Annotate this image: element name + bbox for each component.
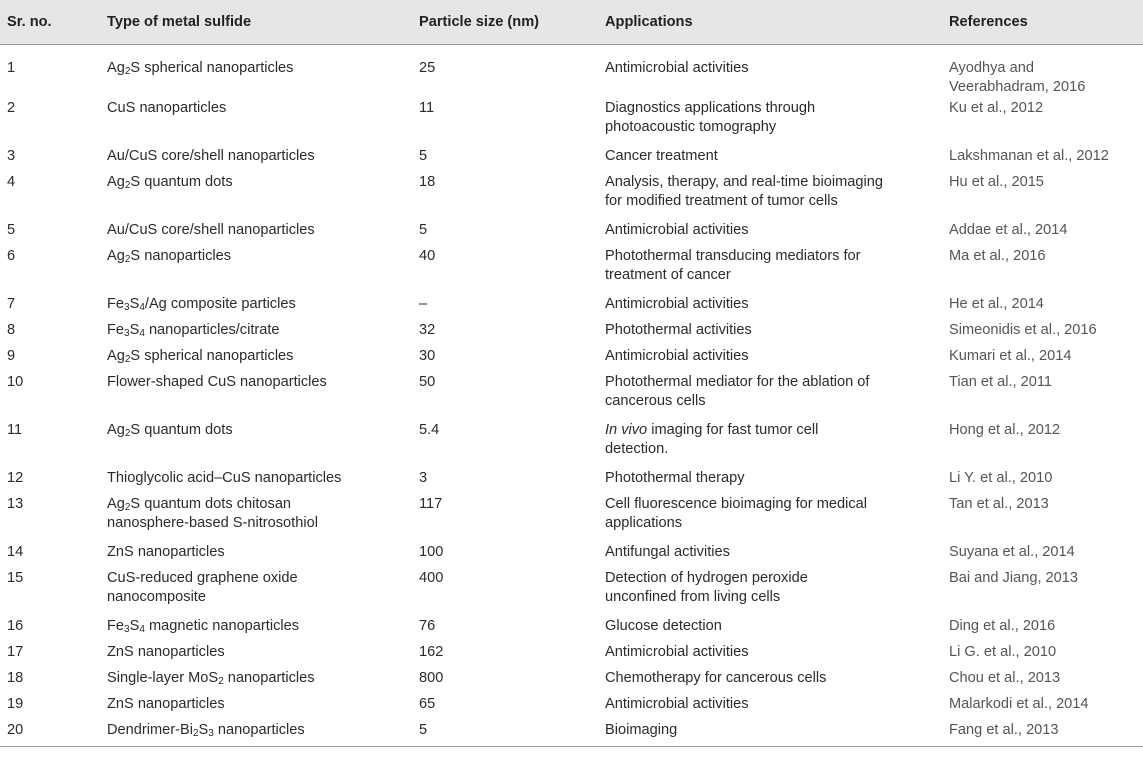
- cell-application: Photothermal therapy: [605, 470, 745, 486]
- cell-reference: Ma et al., 2016: [949, 248, 1046, 264]
- cell-type: Au/CuS core/shell nanoparticles: [107, 148, 315, 164]
- cell-type: $Ag_2S$ quantum dots: [107, 422, 233, 439]
- cell-application: Chemotherapy for cancerous cells: [605, 670, 827, 686]
- cell-type: CuS-reduced graphene oxide nanocomposite: [107, 570, 298, 605]
- cell-particle-size: 5.4: [419, 422, 440, 438]
- cell-application: Antifungal activities: [605, 544, 730, 560]
- cell-reference: Ku et al., 2012: [949, 100, 1044, 116]
- cell-type: $Ag_2S$ spherical nanoparticles: [107, 60, 294, 77]
- cell-sr-no: 10: [7, 374, 24, 390]
- cell-reference: Hu et al., 2015: [949, 174, 1044, 190]
- cell-application: Bioimaging: [605, 718, 949, 746]
- cell-application: Cell fluorescence bioimaging for medical applications: [605, 496, 868, 531]
- cell-type: $Ag_2S$ nanoparticles: [107, 248, 232, 265]
- cell-type: Flower-shaped CuS nanoparticles: [107, 374, 327, 390]
- cell-application: Glucose detection: [605, 618, 722, 634]
- cell-type: CuS nanoparticles: [107, 100, 227, 116]
- cell-reference: He et al., 2014: [949, 296, 1044, 312]
- cell-sr-no: 17: [7, 644, 24, 660]
- cell-type: $Ag_2S$ quantum dots: [107, 174, 233, 191]
- table-row: [0, 370, 1143, 418]
- cell-reference: Li G. et al., 2010: [949, 644, 1057, 660]
- cell-type: $Fe_3S_4$ magnetic nanoparticles: [107, 618, 300, 635]
- table-row: [0, 344, 1143, 370]
- cell-type: ZnS nanoparticles: [107, 544, 225, 560]
- cell-application: Photothermal mediator for the ablation of cancerous cells: [605, 374, 870, 409]
- cell-application: Cancer treatment: [605, 148, 718, 164]
- cell-application: Photothermal activities: [605, 322, 752, 338]
- table-row: [0, 418, 1143, 466]
- cell-reference: Li Y. et al., 2010: [949, 470, 1053, 486]
- cell-particle-size: 5: [419, 148, 428, 164]
- cell-sr-no: 11: [7, 422, 23, 438]
- cell-application: Diagnostics applications through photoacoustic tomography: [605, 100, 816, 135]
- cell-particle-size: 3: [419, 470, 428, 486]
- cell-particle-size: 25: [419, 60, 436, 76]
- cell-reference: Suyana et al., 2014: [949, 544, 1075, 560]
- cell-reference: Fang et al., 2013: [949, 718, 1143, 746]
- table-body: [0, 45, 1143, 747]
- cell-particle-size: 40: [419, 248, 436, 264]
- cell-particle-size: –: [419, 296, 428, 312]
- cell-sr-no: 12: [7, 470, 24, 486]
- cell-particle-size: 5: [419, 718, 605, 746]
- cell-reference: Tan et al., 2013: [949, 496, 1049, 512]
- table-row: [0, 718, 1143, 746]
- cell-particle-size: 117: [419, 496, 443, 512]
- cell-application: Antimicrobial activities: [605, 296, 749, 312]
- cell-sr-no: 4: [7, 174, 16, 190]
- cell-type: ZnS nanoparticles: [107, 644, 225, 660]
- cell-reference: Addae et al., 2014: [949, 222, 1068, 238]
- cell-particle-size: 5: [419, 222, 428, 238]
- table-row: [0, 566, 1143, 614]
- cell-sr-no: 8: [7, 322, 16, 338]
- cell-type: Thioglycolic acid–CuS nanoparticles: [107, 470, 342, 486]
- cell-particle-size: 76: [419, 618, 436, 634]
- cell-sr-no: 20: [0, 718, 107, 746]
- table-row: [0, 318, 1143, 344]
- cell-particle-size: 162: [419, 644, 444, 660]
- table-row: [0, 640, 1143, 666]
- table-row: [0, 614, 1143, 640]
- cell-type: Single-layer MoS$_2$ nanoparticles: [107, 670, 315, 687]
- table-row: [0, 292, 1143, 318]
- cell-application: Antimicrobial activities: [605, 222, 749, 238]
- header-type: Type of metal sulfide: [107, 0, 419, 45]
- header-particle-size: Particle size (nm): [419, 0, 605, 45]
- table-row: [0, 218, 1143, 244]
- cell-type: ZnS nanoparticles: [107, 696, 225, 712]
- cell-application: Antimicrobial activities: [605, 348, 749, 364]
- table-row: [0, 45, 1143, 97]
- cell-sr-no: 13: [7, 496, 24, 512]
- table-row: [0, 96, 1143, 144]
- cell-application: Analysis, therapy, and real-time bioimaging for modified treatment of tumor cells: [605, 174, 883, 209]
- cell-particle-size: 11: [419, 100, 435, 116]
- cell-particle-size: 65: [419, 696, 436, 712]
- cell-sr-no: 7: [7, 296, 16, 312]
- cell-sr-no: 1: [7, 60, 16, 76]
- cell-particle-size: 32: [419, 322, 436, 338]
- cell-particle-size: 100: [419, 544, 444, 560]
- header-row: [0, 0, 1143, 45]
- cell-reference: Kumari et al., 2014: [949, 348, 1072, 364]
- cell-sr-no: 5: [7, 222, 16, 238]
- cell-application: Photothermal transducing mediators for treatment of cancer: [605, 248, 861, 283]
- cell-sr-no: 14: [7, 544, 24, 560]
- cell-reference: Ayodhya and Veerabhadram, 2016: [949, 60, 1086, 95]
- cell-type: $Ag_2S$ quantum dots chitosan nanosphere-based S-nitrosothiol: [107, 496, 318, 531]
- table-row: [0, 692, 1143, 718]
- table-row: [0, 492, 1143, 540]
- cell-type: $Fe_3S_4/Ag$ composite particles: [107, 296, 296, 313]
- cell-sr-no: 18: [7, 670, 24, 686]
- cell-sr-no: 3: [7, 148, 16, 164]
- table-row: [0, 144, 1143, 170]
- cell-application: Detection of hydrogen peroxide unconfined from living cells: [605, 570, 808, 605]
- cell-application: In vivo imaging for fast tumor cell detection.: [605, 422, 819, 457]
- header-applications: Applications: [605, 0, 949, 45]
- cell-sr-no: 15: [7, 570, 24, 586]
- table-row: [0, 170, 1143, 218]
- cell-reference: Tian et al., 2011: [949, 374, 1053, 390]
- cell-type: $Ag_2S$ spherical nanoparticles: [107, 348, 294, 365]
- cell-particle-size: 800: [419, 670, 444, 686]
- cell-reference: Bai and Jiang, 2013: [949, 570, 1079, 586]
- cell-sr-no: 16: [7, 618, 24, 634]
- cell-particle-size: 50: [419, 374, 436, 390]
- cell-sr-no: 2: [7, 100, 16, 116]
- cell-reference: Ding et al., 2016: [949, 618, 1056, 634]
- cell-sr-no: 9: [7, 348, 16, 364]
- cell-application: Antimicrobial activities: [605, 644, 749, 660]
- cell-particle-size: 18: [419, 174, 436, 190]
- table-row: [0, 666, 1143, 692]
- cell-reference: Chou et al., 2013: [949, 670, 1061, 686]
- cell-reference: Hong et al., 2012: [949, 422, 1061, 438]
- cell-application: Antimicrobial activities: [605, 696, 749, 712]
- cell-application: Antimicrobial activities: [605, 60, 749, 76]
- cell-sr-no: 19: [7, 696, 24, 712]
- cell-reference: Simeonidis et al., 2016: [949, 322, 1097, 338]
- header-sr-no: Sr. no.: [0, 0, 107, 45]
- cell-reference: Lakshmanan et al., 2012: [949, 148, 1109, 164]
- header-references: References: [949, 0, 1143, 45]
- table-row: [0, 540, 1143, 566]
- table-row: [0, 466, 1143, 492]
- cell-sr-no: 6: [7, 248, 16, 264]
- table-row: [0, 244, 1143, 292]
- cell-type: $Fe_3S_4$ nanoparticles/citrate: [107, 322, 280, 339]
- cell-particle-size: 400: [419, 570, 444, 586]
- cell-type: Dendrimer-$Bi_2S_3$ nanoparticles: [107, 718, 419, 746]
- cell-particle-size: 30: [419, 348, 436, 364]
- cell-type: Au/CuS core/shell nanoparticles: [107, 222, 315, 238]
- cell-reference: Malarkodi et al., 2014: [949, 696, 1089, 712]
